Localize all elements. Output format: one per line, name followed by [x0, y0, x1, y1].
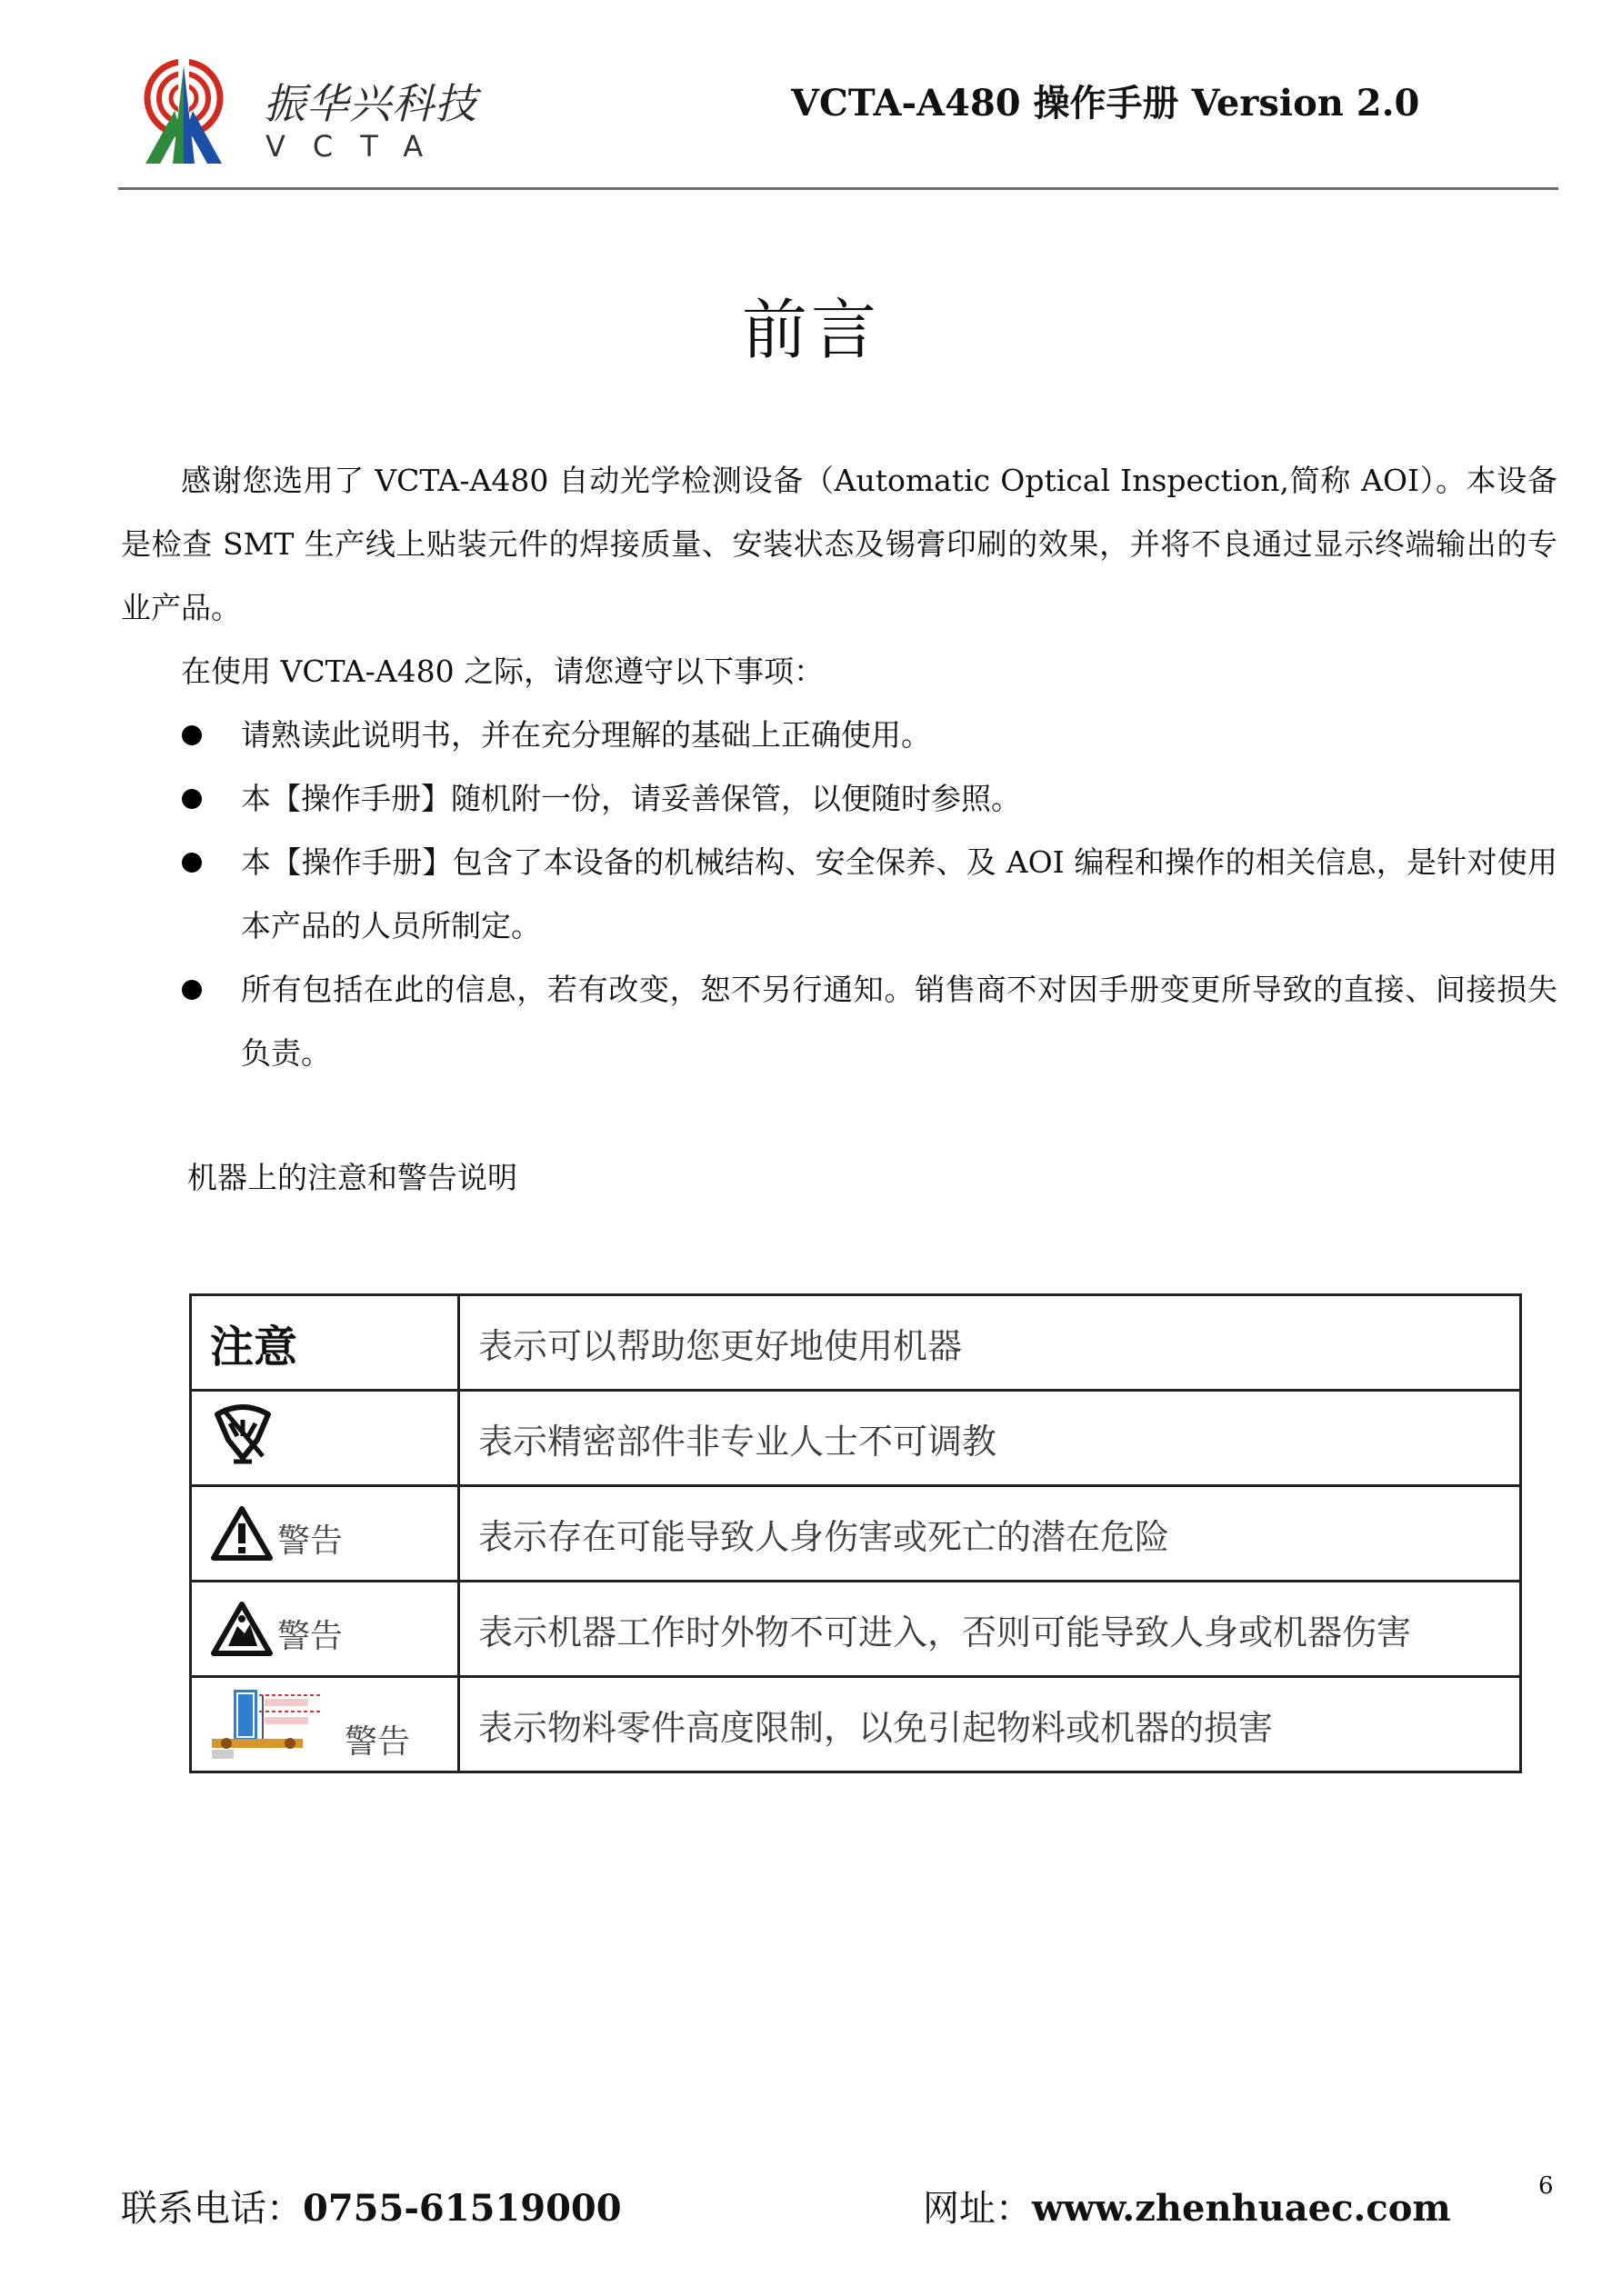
table-row [191, 1677, 1521, 1772]
table-cell: 表示物料零件高度限制，以免引起物料或机器的损害 [459, 1677, 1521, 1772]
company-logo [138, 56, 229, 167]
warning-label: 警告 [277, 1522, 344, 1560]
list-item: 所有包括在此的信息，若有改变，恕不另行通知。销售商不对因手册变更所导致的直接、间接损失负责。 [121, 958, 1557, 1085]
contact-phone: 0755-61519000 [303, 2187, 622, 2230]
page-title: 前言 [741, 292, 880, 368]
table-row [191, 1295, 1521, 1391]
warning-triangle-icon [210, 1505, 274, 1562]
warning-label: 警告 [277, 1618, 344, 1655]
notice-label: 注意 [210, 1321, 298, 1373]
bullet-dot [182, 725, 202, 745]
table-cell: 表示可以帮助您更好地使用机器 [459, 1295, 1521, 1391]
warning-symbol-table [189, 1293, 1522, 1773]
height-limit-icon [210, 1686, 328, 1762]
list-item: 请熟读此说明书，并在充分理解的基础上正确使用。 [121, 704, 1557, 767]
company-name: 振华兴科技 [264, 79, 477, 128]
footer-contact [121, 2180, 622, 2231]
company-abbreviation: VCTA [265, 129, 451, 164]
usage-notice-list [121, 704, 1557, 1085]
table-cell: 表示存在可能导致人身伤害或死亡的潜在危险 [459, 1486, 1521, 1582]
table-row [191, 1582, 1521, 1677]
bullet-dot [182, 853, 202, 873]
table-row [191, 1391, 1521, 1486]
list-item: 本【操作手册】包含了本设备的机械结构、安全保养、及 AOI 编程和操作的相关信息，是针对使用本产品的人员所制定。 [121, 831, 1557, 958]
bullet-dot [182, 980, 202, 1000]
header-divider [118, 187, 1558, 190]
warning-section-label: 机器上的注意和警告说明 [187, 1160, 517, 1195]
bullet-dot [182, 789, 202, 809]
table-row [191, 1486, 1521, 1582]
footer-website [923, 2180, 1451, 2231]
intro-paragraph: 感谢您选用了 VCTA-A480 自动光学检测设备（Automatic Optical Inspection,简称 AOI）。本设备是检查 SMT 生产线上贴装元件的焊接质量、安装状态及锡膏印刷的效果，并将不良通过显示终端输出的专业产品。 [121, 463, 1557, 625]
website-url[interactable]: www.zhenhuaec.com [1032, 2187, 1451, 2230]
list-item: 本【操作手册】随机附一份，请妥善保管，以便随时参照。 [121, 767, 1557, 831]
table-cell: 表示精密部件非专业人士不可调教 [459, 1391, 1521, 1486]
esd-hand-icon [210, 1455, 275, 1472]
usage-notice-intro: 在使用 VCTA-A480 之际，请您遵守以下事项： [181, 654, 825, 689]
contact-label: 联系电话： [121, 2188, 303, 2230]
warning-label: 警告 [345, 1723, 411, 1761]
table-cell: 表示机器工作时外物不可进入，否则可能导致人身或机器伤害 [459, 1582, 1521, 1677]
document-header-title: VCTA-A480 操作手册 Version 2.0 [791, 82, 1420, 125]
page-number: 6 [1538, 2172, 1554, 2200]
crush-hazard-icon [210, 1601, 274, 1657]
website-label: 网址： [923, 2188, 1032, 2230]
